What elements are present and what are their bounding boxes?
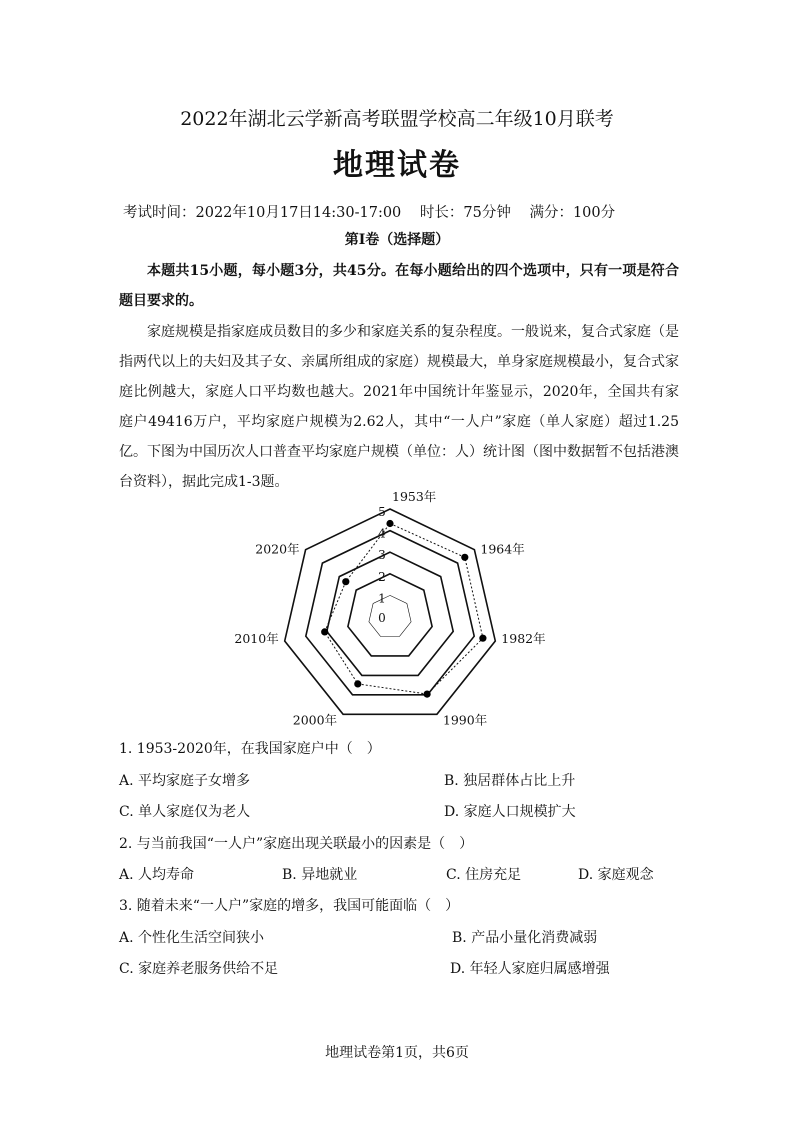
radial-tick-label: 4 (378, 526, 386, 541)
question-3-option-c: C. 家庭养老服务供给不足 (119, 961, 279, 977)
data-series-line (325, 524, 483, 695)
instructions: 本题共15小题，每小题3分，共45分。在每小题给出的四个选项中，只有一项是符合题目要求的。 (119, 263, 679, 309)
category-label: 1990年 (442, 712, 488, 728)
exam-time: 考试时间：2022年10月17日14:30-17:00 (123, 205, 402, 221)
radial-tick-label: 5 (378, 505, 386, 519)
grid-ring-5 (285, 509, 496, 714)
question-2-option-a: A. 人均寿命 (119, 867, 195, 883)
data-point-5 (354, 680, 361, 687)
subject-title: 地理试卷 (333, 148, 461, 183)
category-label: 2010年 (234, 631, 279, 646)
radial-tick-label: 1 (378, 591, 386, 606)
question-stem: 家庭规模是指家庭成员数目的多少和家庭关系的复杂程度。一般说来，复合式家庭（是指两代以上的夫妇及其子女、亲属所组成的家庭）规模最大，单身家庭规模最小，复合式家庭比例越大，家庭人口平均数也越大。2021年中国统计年鉴显示，2020年，全国共有家庭户49416万户，平均家庭户规模为2.62人，其中“一人户”家庭（单人家庭）超过1.25亿。下图为中国历次人口普查平均家庭户规模（单位：人）统计图（图中数据暂不包括港澳台资料），据此完成1-3题。 (119, 324, 679, 490)
category-label: 1964年 (480, 541, 525, 557)
exam-info (123, 201, 629, 222)
data-point-2 (461, 554, 468, 561)
question-2-stem: 2. 与当前我国“一人户”家庭出现关联最小的因素是（ ） (119, 836, 474, 852)
question-3-option-a: A. 个性化生活空间狭小 (119, 930, 265, 946)
data-point-4 (424, 691, 431, 698)
question-1-option-a: A. 平均家庭子女增多 (119, 773, 251, 789)
radial-tick-label: 3 (378, 548, 386, 563)
grid-ring-1 (369, 595, 411, 636)
question-2-option-b: B. 异地就业 (282, 867, 358, 883)
question-3-option-b: B. 产品小量化消费减弱 (452, 930, 598, 946)
data-point-3 (479, 635, 486, 642)
exam-duration: 时长：75分钟 (419, 205, 511, 221)
radar-chart (234, 489, 546, 728)
category-label: 2000年 (292, 712, 338, 728)
question-3-stem: 3. 随着未来“一人户”家庭的增多，我国可能面临（ ） (119, 898, 460, 914)
question-1-option-b: B. 独居群体占比上升 (444, 773, 576, 789)
data-point-7 (342, 578, 349, 585)
question-1-option-d: D. 家庭人口规模扩大 (444, 804, 576, 820)
data-point-6 (321, 628, 328, 635)
grid-ring-2 (348, 574, 432, 656)
grid-ring-3 (327, 552, 453, 675)
category-label: 1953年 (392, 489, 437, 504)
question-2-option-d: D. 家庭观念 (578, 867, 654, 883)
category-label: 2020年 (255, 541, 300, 557)
section-title: 第Ⅰ卷（选择题） (344, 232, 450, 248)
radial-tick-label: 2 (378, 569, 386, 584)
radial-tick-label: 0 (378, 611, 386, 625)
question-2-option-c: C. 住房充足 (446, 867, 522, 883)
page-footer: 地理试卷第1页，共6页 (325, 1045, 469, 1061)
exam-full-score: 满分：100分 (529, 205, 616, 221)
question-3-option-d: D. 年轻人家庭归属感增强 (450, 961, 610, 977)
data-point-1 (386, 520, 393, 527)
question-1-stem: 1. 1953-2020年，在我国家庭户中（ ） (119, 741, 381, 757)
category-label: 1982年 (501, 631, 546, 646)
exam-title: 2022年湖北云学新高考联盟学校高二年级10月联考 (180, 108, 614, 130)
question-1-option-c: C. 单人家庭仅为老人 (119, 804, 251, 820)
